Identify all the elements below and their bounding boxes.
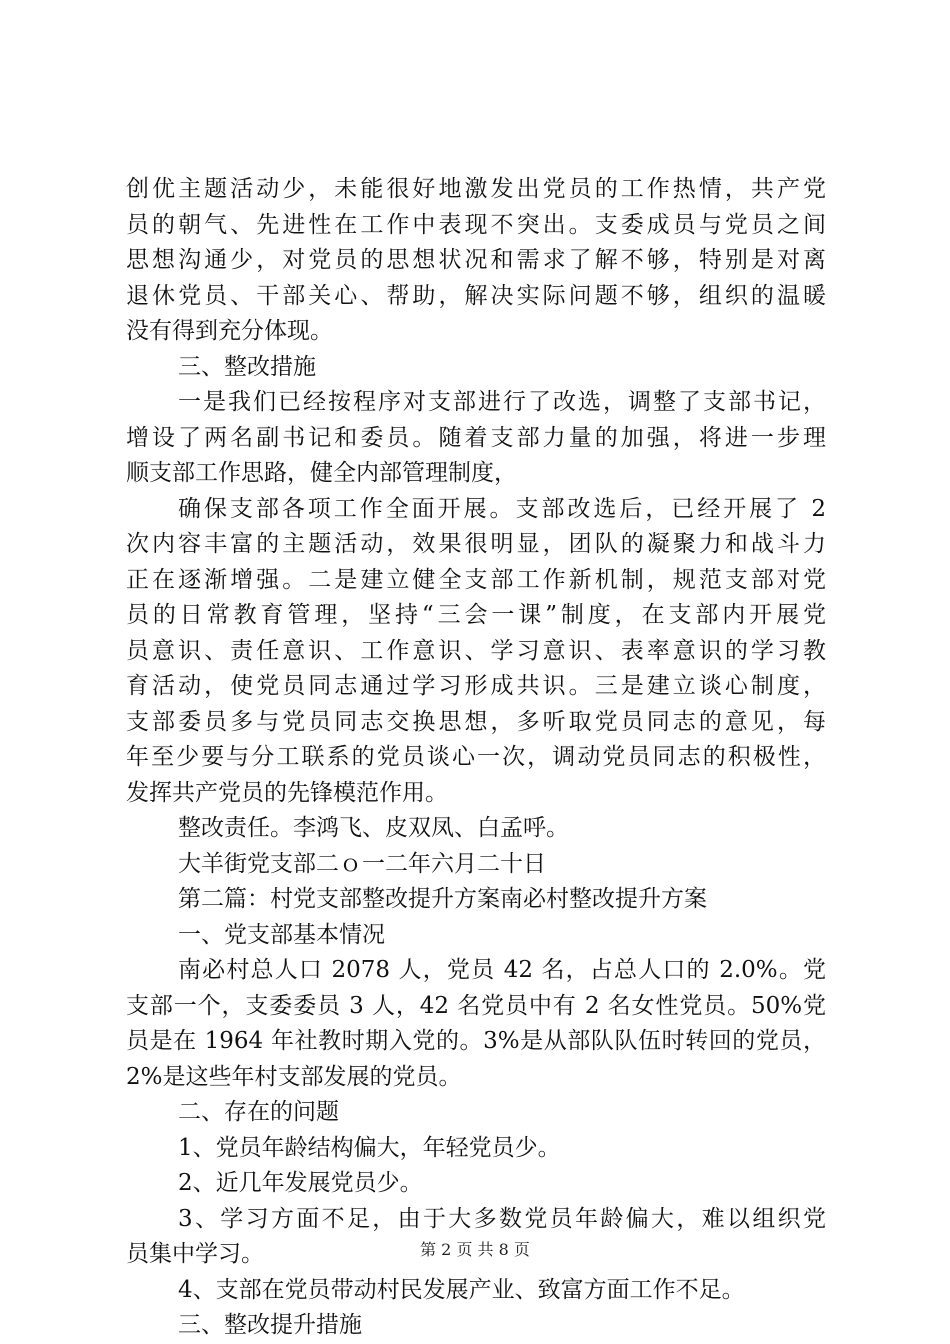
list-item-continuation: 员集中学习。: [126, 1241, 264, 1267]
paragraph-line: 南必村总人口 2078 人，党员 42 名，占总人口的 2.0%。党: [178, 957, 826, 983]
paragraph-line: 支部委员多与党员同志交换思想，多听取党员同志的意见，每: [126, 708, 826, 735]
paragraph-line: 支部一个，支委委员 3 人，42 名党员中有 2 名女性党员。50%党: [126, 992, 826, 1019]
paragraph-line: 增设了两名副书记和委员。随着支部力量的加强，将进一步理: [126, 424, 826, 451]
paragraph-line: 员的朝气、先进性在工作中表现不突出。支委成员与党员之间: [126, 211, 826, 238]
section-heading: 二、存在的问题: [178, 1099, 339, 1125]
chapter-title: 第二篇：村党支部整改提升方案南必村整改提升方案: [178, 886, 707, 912]
paragraph-line: 顺支部工作思路，健全内部管理制度，: [126, 460, 517, 486]
paragraph-line: 思想沟通少，对党员的思想状况和需求了解不够，特别是对离: [126, 247, 826, 273]
paragraph-line: 2%是这些年村支部发展的党员。: [126, 1063, 462, 1090]
page-number-footer: 第 2 页 共 8 页: [420, 1240, 530, 1259]
section-heading: 一、党支部基本情况: [178, 921, 385, 948]
paragraph-line: 次内容丰富的主题活动，效果很明显，团队的凝聚力和战斗力: [126, 531, 826, 557]
paragraph-line: 育活动，使党员同志通过学习形成共识。三是建立谈心制度，: [126, 673, 826, 699]
responsibility-line: 整改责任。李鸿飞、皮双凤、白孟呼。: [178, 815, 569, 841]
list-item: 4、支部在党员带动村民发展产业、致富方面工作不足。: [178, 1276, 745, 1303]
paragraph-line: 发挥共产党员的先锋模范作用。: [126, 779, 448, 806]
paragraph-line: 正在逐渐增强。二是建立健全支部工作新机制，规范支部对党: [126, 566, 826, 593]
paragraph-line: 创优主题活动少，未能很好地激发出党员的工作热情，共产党: [126, 176, 826, 202]
section-heading: 三、整改措施: [178, 353, 316, 380]
paragraph-line: 没有得到充分体现。: [126, 318, 333, 344]
paragraph-line: 一是我们已经按程序对支部进行了改选，调整了支部书记，: [178, 389, 826, 415]
paragraph-line: 退休党员、干部关心、帮助，解决实际问题不够，组织的温暖: [126, 282, 826, 309]
signature-line: 大羊街党支部二ｏ一二年六月二十日: [178, 850, 546, 877]
paragraph-line: 员的日常教育管理，坚持“三会一课”制度，在支部内开展党: [126, 602, 826, 628]
list-item: 3、学习方面不足，由于大多数党员年龄偏大，难以组织党: [178, 1205, 826, 1232]
paragraph-line: 确保支部各项工作全面开展。支部改选后，已经开展了 2: [178, 495, 826, 522]
document-body: [126, 172, 826, 1344]
list-item: 1、党员年龄结构偏大，年轻党员少。: [178, 1134, 561, 1161]
paragraph-line: 年至少要与分工联系的党员谈心一次，调动党员同志的积极性，: [126, 744, 826, 770]
section-heading: 三、整改提升措施: [178, 1312, 362, 1338]
paragraph-line: 员意识、责任意识、工作意识、学习意识、表率意识的学习教: [126, 637, 826, 664]
paragraph-line: 员是在 1964 年社教时期入党的。3%是从部队队伍时转回的党员，: [126, 1028, 826, 1054]
list-item: 2、近几年发展党员少。: [178, 1170, 423, 1196]
